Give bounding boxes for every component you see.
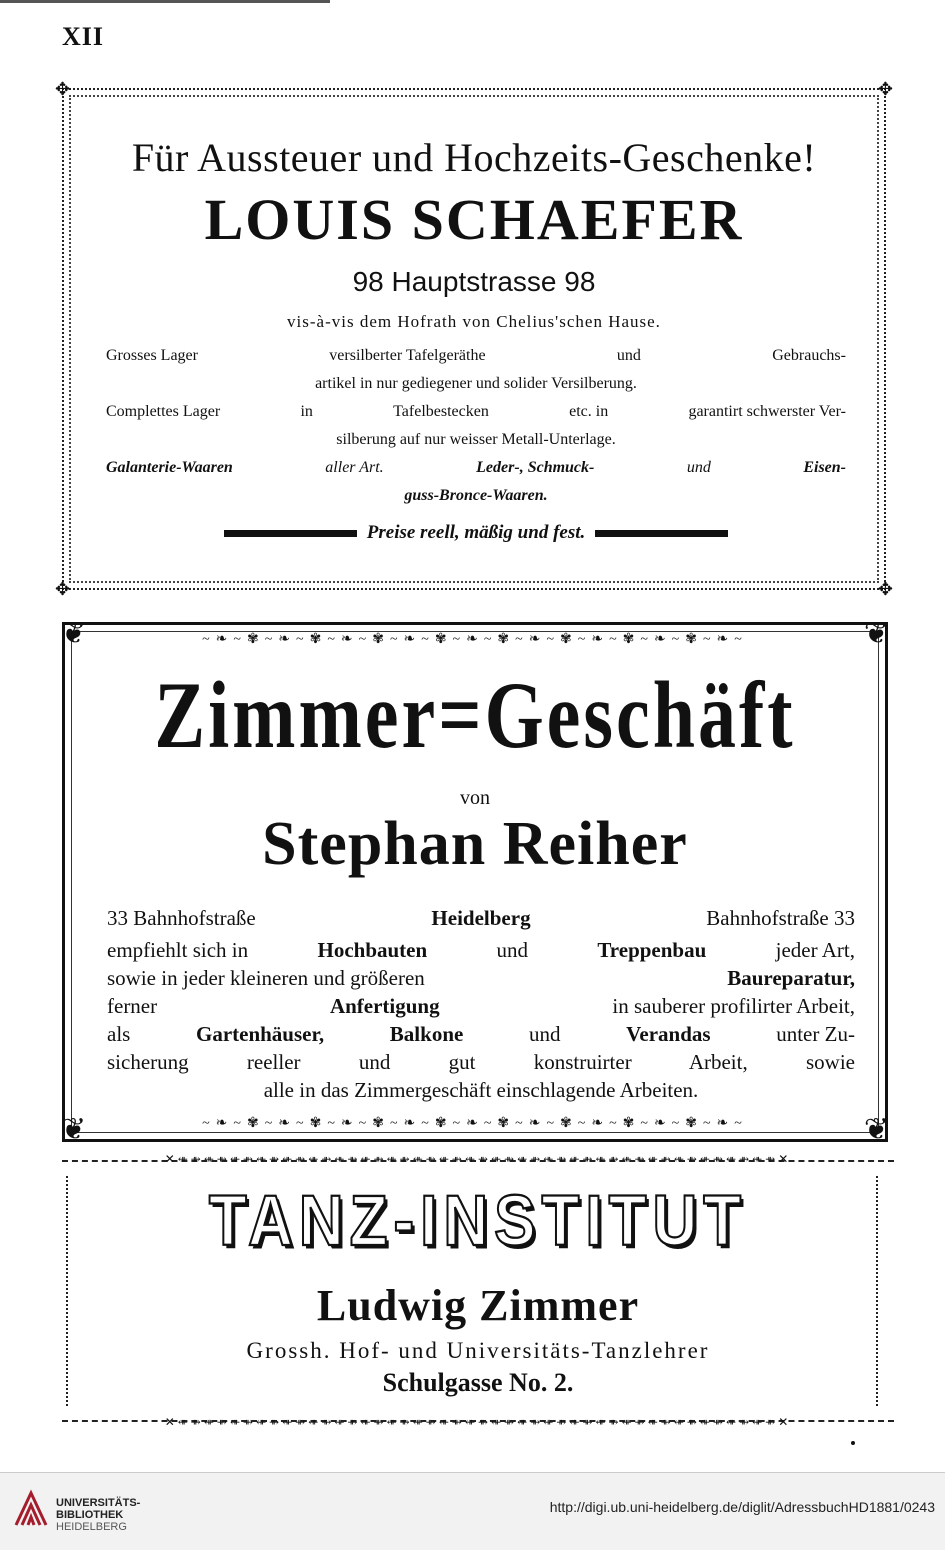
text-fragment: 33 Bahnhofstraße xyxy=(107,906,256,930)
address-note: vis-à-vis dem Hofrath von Chelius'schen Hause. xyxy=(287,312,661,331)
ad-text-line: sicherung reeller und gut konstruirter Arbeit, sowie xyxy=(107,1050,855,1074)
text-fragment: Complettes Lager xyxy=(106,403,221,420)
text-fragment: artikel xyxy=(315,375,356,392)
ad-text-line xyxy=(106,342,846,370)
text-fragment: in xyxy=(300,403,313,420)
decorative-bar xyxy=(595,530,728,537)
text-fragment: und xyxy=(528,1022,561,1046)
corner-ornament-icon: ✥ xyxy=(55,579,71,599)
text-fragment: und xyxy=(686,459,711,476)
text-fragment: Balkone xyxy=(389,1022,464,1046)
scroll-ornament-icon: ❦ xyxy=(863,1113,889,1146)
von-label: von xyxy=(460,787,490,809)
text-fragment: Grosses Lager xyxy=(106,347,198,364)
ad-tanz-institut xyxy=(62,1152,894,1429)
business-name: Stephan Reiher xyxy=(262,810,688,878)
text-fragment: Gebrauchs- xyxy=(772,347,846,364)
ad-stephan-reiher xyxy=(61,617,889,1146)
corner-ornament-icon: ✥ xyxy=(877,79,893,99)
source-url-link[interactable]: http://digi.ub.uni-heidelberg.de/diglit/AdressbuchHD1881/0243 xyxy=(549,1499,935,1515)
slogan-banner xyxy=(224,522,728,544)
ad-headline: TANZ-INSTITUT xyxy=(208,1181,748,1262)
ink-dot xyxy=(851,1441,855,1445)
corner-ornament-icon: ✥ xyxy=(877,579,893,599)
business-address xyxy=(107,903,855,933)
text-fragment: ferner xyxy=(107,994,158,1018)
text-fragment: Hochbauten xyxy=(317,938,428,962)
ad-text-line xyxy=(107,1019,855,1049)
text-fragment: auf nur weisser Metall-Unterlage. xyxy=(399,431,616,448)
ad-text-line xyxy=(106,454,846,482)
city-name: Heidelberg xyxy=(431,906,531,930)
text-fragment: jeder Art, xyxy=(775,938,855,962)
text-fragment: Treppenbau xyxy=(597,938,707,962)
library-logo-text xyxy=(56,1497,140,1533)
border-arrow-icon: ✕⇺⇻⇺⇻⇺⇻⇺⇻⇺⇻⇺⇻⇺⇻⇺⇻⇺⇻⇺⇻⇺⇻⇺⇻⇺⇻⇺⇻⇺⇻⇺⇻⇺⇻⇺⇻⇺⇻⇺⇻⇺⇻⇺⇻⇺⇻✕ xyxy=(164,1152,792,1166)
logo-line: HEIDELBERG xyxy=(56,1521,127,1533)
text-fragment: und xyxy=(496,938,529,962)
ad-text-line xyxy=(107,991,855,1021)
corner-ornament-icon: ✥ xyxy=(55,79,71,99)
page-number: XII xyxy=(62,22,105,51)
business-name: Ludwig Zimmer xyxy=(316,1281,640,1330)
business-address: 98 Hauptstrasse 98 xyxy=(352,266,596,297)
text-fragment: Anfertigung xyxy=(329,994,440,1018)
text-fragment: und xyxy=(616,347,641,364)
ad-louis-schaefer xyxy=(55,79,893,599)
text-fragment: silberung xyxy=(336,431,396,448)
text-fragment: sowie in jeder kleineren und größeren xyxy=(107,966,425,990)
ad-headline: Zimmer=Geschäft xyxy=(154,663,796,769)
text-fragment: Gartenhäuser, xyxy=(195,1022,325,1046)
border-ornament-icon: ~❧~✾~❧~✾~❧~✾~❧~✾~❧~✾~❧~✾~❧~✾~❧~✾~❧~ xyxy=(202,1116,748,1131)
scroll-ornament-icon: ❦ xyxy=(61,1113,87,1146)
text-fragment: Bahnhofstraße 33 xyxy=(706,906,855,930)
text-fragment: in nur gediegener und solider Versilberung. xyxy=(359,375,637,392)
ad-text-line xyxy=(107,935,855,965)
text-fragment: Tafelbestecken xyxy=(393,403,489,420)
text-fragment: etc. in xyxy=(569,403,609,420)
logo-line: BIBLIOTHEK xyxy=(56,1509,124,1521)
decorative-bar xyxy=(224,530,357,537)
logo-line: UNIVERSITÄTS- xyxy=(56,1497,141,1509)
ad-headline: Für Aussteuer und Hochzeits-Geschenke! xyxy=(131,135,817,180)
ad-text-line xyxy=(106,370,846,398)
scroll-ornament-icon: ❦ xyxy=(61,617,87,650)
business-name: LOUIS SCHAEFER xyxy=(204,187,744,252)
ad-text-line xyxy=(107,963,855,993)
library-logo-icon xyxy=(12,1489,50,1529)
text-fragment: garantirt schwerster Ver- xyxy=(688,403,846,420)
text-fragment: versilberter Tafelgeräthe xyxy=(329,347,486,364)
footer-bar xyxy=(0,1472,945,1550)
text-fragment: Baureparatur, xyxy=(727,966,855,990)
text-fragment: als xyxy=(107,1022,131,1046)
ad-text-line xyxy=(106,398,846,426)
ad-text-line: guss-Bronce-Waaren. xyxy=(404,487,548,504)
text-fragment: Eisen- xyxy=(803,459,846,476)
top-rule xyxy=(0,0,330,3)
text-fragment: Galanterie-Waaren xyxy=(106,459,233,476)
text-fragment: in sauberer profilirter Arbeit, xyxy=(612,994,855,1018)
text-fragment: aller Art. xyxy=(325,459,384,476)
business-subtitle: Grossh. Hof- und Universitäts-Tanzlehrer xyxy=(246,1338,710,1363)
text-fragment: unter Zu- xyxy=(776,1022,855,1046)
scroll-ornament-icon: ❦ xyxy=(863,617,889,650)
business-address: Schulgasse No. 2. xyxy=(382,1368,574,1397)
ad-text-line xyxy=(106,426,846,454)
text-fragment: Leder-, Schmuck- xyxy=(476,459,595,476)
slogan-text: Preise reell, mäßig und fest. xyxy=(366,522,586,543)
border-ornament-icon: ~❧~✾~❧~✾~❧~✾~❧~✾~❧~✾~❧~✾~❧~✾~❧~✾~❧~ xyxy=(202,632,748,647)
ad-text-line: alle in das Zimmergeschäft einschlagende Arbeiten. xyxy=(263,1078,699,1102)
text-fragment: empfiehlt sich in xyxy=(107,938,249,962)
border-arrow-icon: ✕⇺⇻⇺⇻⇺⇻⇺⇻⇺⇻⇺⇻⇺⇻⇺⇻⇺⇻⇺⇻⇺⇻⇺⇻⇺⇻⇺⇻⇺⇻⇺⇻⇺⇻⇺⇻⇺⇻⇺⇻⇺⇻⇺⇻⇺⇻✕ xyxy=(164,1415,792,1429)
text-fragment: Verandas xyxy=(626,1022,711,1046)
